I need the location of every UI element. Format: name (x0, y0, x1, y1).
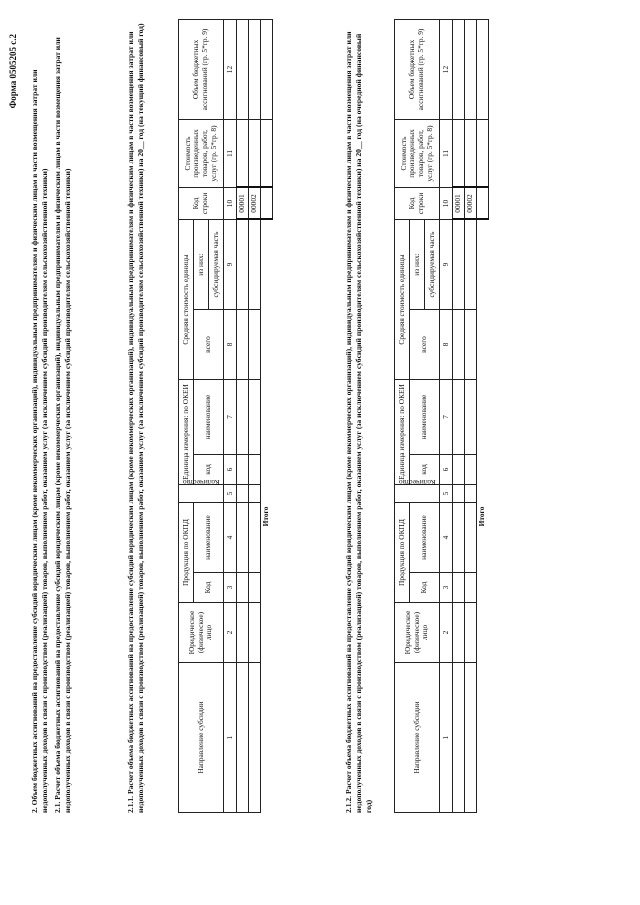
col-header-quantity: Количество (395, 485, 440, 503)
col-header-okpd-name: наименование (194, 503, 224, 573)
col-number: 12 (224, 19, 237, 119)
input-cell[interactable] (261, 119, 273, 187)
section-2-1-2-title: 2.1.2. Расчет объема бюджетных ассигнований на предоставление субсидий юридическим лицам (кроме некоммерческих организаций), индивидуальным предпринимателям и физическим лицам в части возмещения затрат или недополученных доходов в связи с производством (реализацией) товаров, выполнением работ, оказанием услуг (за исключением субсидий производителям сельскохозяйственной техники) на 20__ год (на очередной финансовый год) (344, 31, 374, 813)
col-number: 5 (440, 485, 453, 503)
input-cell[interactable] (237, 119, 249, 187)
input-cell[interactable] (477, 19, 489, 119)
input-cell[interactable] (465, 19, 477, 119)
table-row (453, 19, 465, 812)
input-cell[interactable] (261, 19, 273, 119)
col-header-quantity: Количество (179, 485, 224, 503)
input-cell[interactable] (453, 19, 465, 119)
col-header-okei: Единица измерения: по ОКЕИ (179, 379, 194, 484)
col-header-direction: Направление субсидии (395, 663, 440, 813)
table-row (237, 19, 249, 812)
col-number: 3 (224, 573, 237, 603)
col-number: 11 (440, 119, 453, 187)
col-number: 1 (440, 663, 453, 813)
col-header-okei-name: наименование (194, 379, 224, 454)
col-number: 8 (440, 309, 453, 379)
col-header-okpd: Продукция по ОКПД (179, 503, 194, 603)
col-header-subsidized: субсидируемая часть (209, 219, 224, 309)
input-cell[interactable] (237, 19, 249, 119)
col-number: 9 (224, 219, 237, 309)
col-header-okei-code: код (410, 455, 440, 485)
col-header-avg-total: всего (410, 309, 440, 379)
col-number: 4 (440, 503, 453, 573)
col-header-subsidized: субсидируемая часть (425, 219, 440, 309)
section-2-heading: 2. Объем бюджетных ассигнований на предоставление субсидий юридическим лицам (кроме некоммерческих организаций), индивидуальным предпринимателям и физическим лицам в части возмещения затрат или недополученных доходов в связи с производством (реализацией) товаров, выполнением работ, оказанием услуг (за исключением субсидий производителям сельскохозяйственной техники) (30, 69, 50, 813)
col-number: 7 (440, 379, 453, 454)
total-label: Итого (261, 506, 271, 527)
col-header-okei: Единица измерения: по ОКЕИ (395, 379, 410, 484)
row-code-cell: 00001 (237, 187, 249, 219)
col-header-legal-entity: Юридическое (физическое) лицо (179, 603, 224, 663)
col-header-cost-produced: Стоимость произведенных товаров, работ, услуг (гр. 5*гр. 8) (395, 119, 440, 187)
col-number: 3 (440, 573, 453, 603)
col-number: 2 (440, 603, 453, 663)
col-header-okei-name: наименование (410, 379, 440, 454)
intro-text (30, 23, 76, 813)
col-header-of-which: из них: (410, 219, 425, 309)
section-2-1-heading: 2.1. Расчет объема бюджетных ассигнований на предоставление субсидий юридическим лицам (кроме некоммерческих организаций), индивидуальным предпринимателям и физическим лицам в части возмещения затрат или недополученных доходов в связи с производством (реализацией) товаров, выполнением работ, оказанием услуг (за исключением субсидий производителям сельскохозяйственной техники) (53, 37, 73, 813)
col-header-okpd-name: наименование (410, 503, 440, 573)
total-label: Итого (477, 506, 487, 527)
col-header-okpd-code: Код (410, 573, 440, 603)
table-row (249, 19, 261, 812)
col-header-volume: Объем бюджетных ассигнований (гр. 5*гр. 9) (395, 19, 440, 119)
total-row (477, 19, 489, 812)
col-number: 12 (440, 19, 453, 119)
col-header-direction: Направление субсидии (179, 663, 224, 813)
col-number: 10 (224, 187, 237, 219)
input-cell[interactable] (465, 119, 477, 187)
row-code-cell: 00002 (465, 187, 477, 219)
col-number: 9 (440, 219, 453, 309)
col-number: 2 (224, 603, 237, 663)
col-number: 10 (440, 187, 453, 219)
col-header-okpd-code: Код (194, 573, 224, 603)
col-header-avg-total: всего (194, 309, 224, 379)
col-header-avg-cost: Средняя стоимость единицы (395, 219, 410, 379)
col-header-row-code: Код строки (395, 187, 440, 219)
col-number: 8 (224, 309, 237, 379)
col-header-legal-entity: Юридическое (физическое) лицо (395, 603, 440, 663)
table-row (465, 19, 477, 812)
col-header-okpd: Продукция по ОКПД (395, 503, 410, 603)
input-cell[interactable] (453, 119, 465, 187)
col-number: 6 (440, 455, 453, 485)
input-cell[interactable] (249, 119, 261, 187)
col-header-cost-produced: Стоимость произведенных товаров, работ, услуг (гр. 5*гр. 8) (179, 119, 224, 187)
total-row (261, 19, 273, 812)
section-2-1-1-title: 2.1.1. Расчет объема бюджетных ассигнований на предоставление субсидий юридическим лицам (кроме некоммерческих организаций), индивидуальным предпринимателям и физическим лицам в части возмещения затрат или недополученных доходов в связи с производством (реализацией) товаров, выполнением работ, оказанием услуг (за исключением субсидий производителям сельскохозяйственной техники) на 20__ год (на текущий финансовый год) (126, 23, 146, 813)
input-cell[interactable] (249, 19, 261, 119)
col-header-of-which: из них: (194, 219, 209, 309)
calc-table-next-year (394, 19, 489, 813)
col-number: 4 (224, 503, 237, 573)
form-code: Форма 0505205 с.2 (8, 34, 18, 109)
calc-table-current-year (178, 19, 273, 813)
col-header-okei-code: код (194, 455, 224, 485)
col-number: 7 (224, 379, 237, 454)
col-number: 5 (224, 485, 237, 503)
col-number: 11 (224, 119, 237, 187)
col-number: 6 (224, 455, 237, 485)
row-code-cell: 00001 (453, 187, 465, 219)
col-number: 1 (224, 663, 237, 813)
input-cell[interactable] (477, 119, 489, 187)
col-header-row-code: Код строки (179, 187, 224, 219)
col-header-avg-cost: Средняя стоимость единицы (179, 219, 194, 379)
row-code-cell: 00002 (249, 187, 261, 219)
col-header-volume: Объем бюджетных ассигнований (гр. 5*гр. 9) (179, 19, 224, 119)
